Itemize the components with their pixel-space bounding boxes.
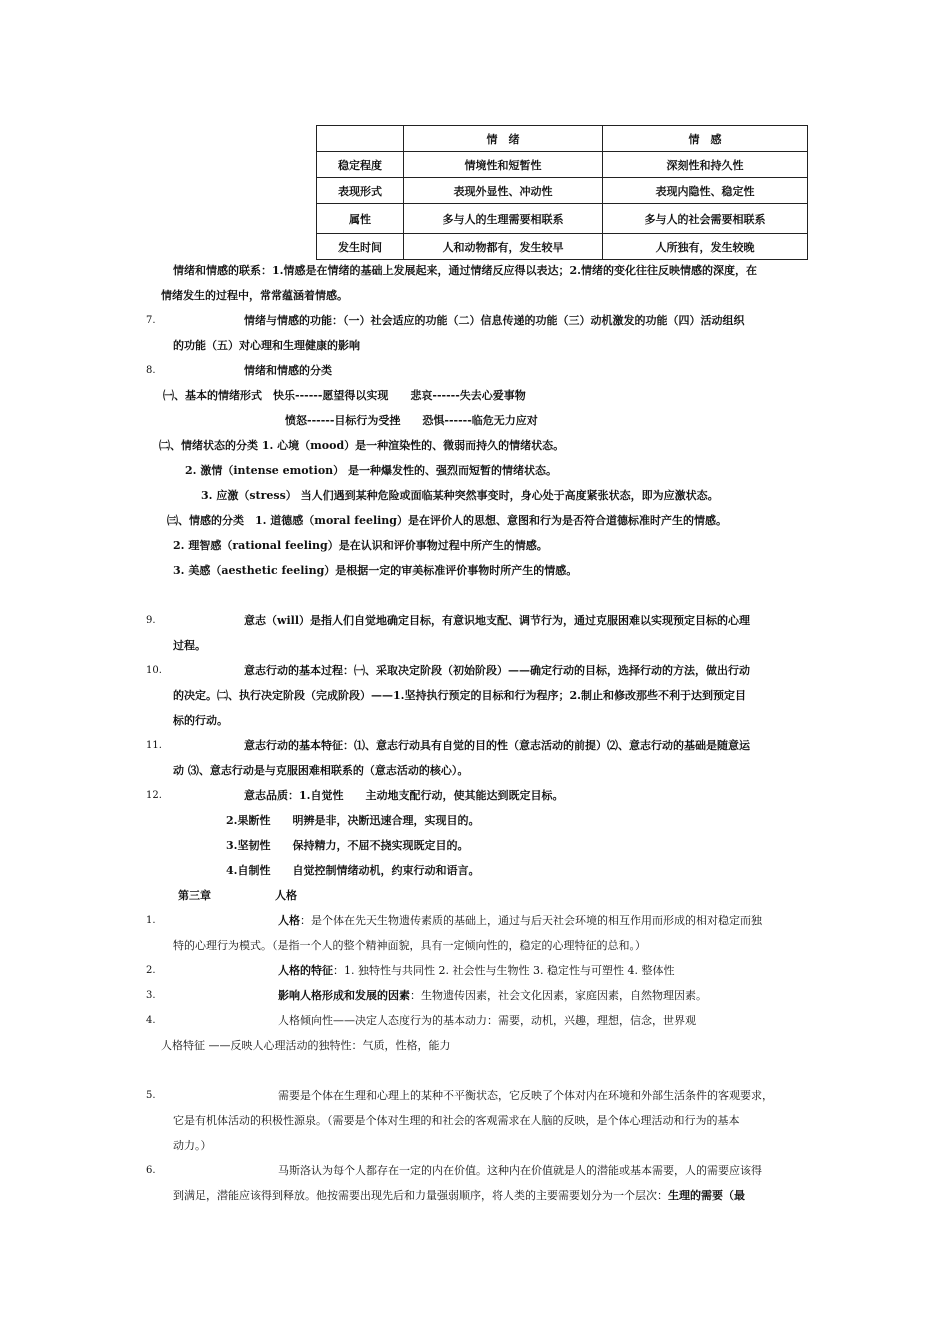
need-def-line-1: 需要是个体在生理和心理上的某种不平衡状态，它反映了个体对内在环境和外部生活条件的客观要求， [278,1089,773,1102]
table-cell: 表现形式 [317,178,404,204]
item-number: 5. [146,1090,156,1101]
item-11-line-2: 动 ⑶、意志行动是与克服困难相联系的（意志活动的核心）。 [173,764,469,777]
personality-factors-line [278,989,707,1003]
item-9-line-2: 过程。 [173,639,206,652]
personality-features-line [278,964,674,978]
maslow-line-2 [173,1189,745,1203]
item-number: 8. [146,365,156,376]
chapter-title: 人格 [275,889,297,902]
item-number: 9. [146,615,156,626]
basic-emotion-line-1: ㈠、基本的情绪形式 快乐------愿望得以实现 悲哀------失去心爱事物 [163,389,526,402]
item-11-line-1: 意志行动的基本特征：⑴、意志行动具有自觉的目的性（意志活动的前提）⑵、意志行动的基础是随意运 [244,739,750,752]
personality-def-line-1 [278,914,762,928]
item-9-line-1: 意志（will）是指人们自觉地确定目标，有意识地支配、调节行为，通过克服困难以实现预定目标的心理 [244,614,751,627]
features-text: ：1. 独特性与共同性 2. 社会性与生物性 3. 稳定性与可塑性 4. 整体性 [333,964,675,977]
chapter-label: 第三章 [178,889,211,902]
item-7-line-2: 的功能（五）对心理和生理健康的影响 [173,339,360,352]
item-number: 10. [146,665,162,676]
table-row [317,204,808,234]
personality-term: 人格 [278,914,300,927]
emotion-state-line-2: 2. 激情（intense emotion） 是一种爆发性的、强烈而短暂的情绪状态。 [185,464,557,477]
item-number: 1. [146,915,156,926]
table-cell: 人和动物都有，发生较早 [404,234,603,260]
table-cell: 情境性和短暂性 [404,152,603,178]
table-cell: 稳定程度 [317,152,404,178]
table-header-row [317,126,808,152]
feeling-class-line-2: 2. 理智感（rational feeling）是在认识和评价事物过程中所产生的情感。 [173,539,548,552]
table-cell: 属性 [317,204,404,234]
table-cell: 表现外显性、冲动性 [404,178,603,204]
emotion-state-line-3: 3. 应激（stress） 当人们遇到某种危险或面临某种突然事变时，身心处于高度紧张状态，即为应激状态。 [201,489,719,502]
maslow-text: 到满足，潜能应该得到释放。他按需要出现先后和力量强弱顺序，将人类的主要需要划分为一个层次： [173,1189,668,1202]
physiological-needs-term: 生理的需要（最 [668,1189,745,1202]
item-10-line-3: 标的行动。 [173,714,228,727]
basic-emotion-line-2: 愤怒------目标行为受挫 恐惧------临危无力应对 [285,414,538,427]
item-number: 12. [146,790,162,801]
factors-text: ：生物遗传因素，社会文化因素，家庭因素，自然物理因素。 [410,989,707,1002]
emotion-relation-line-1: 情绪和情感的联系：1.情感是在情绪的基础上发展起来，通过情绪反应得以表达；2.情绪的变化往往反映情感的深度，在 [173,264,757,277]
item-number: 4. [146,1015,156,1026]
table-cell: 发生时间 [317,234,404,260]
personality-def-text: ：是个体在先天生物遗传素质的基础上，通过与后天社会环境的相互作用而形成的相对稳定而独 [300,914,762,927]
table-cell: 深刻性和持久性 [603,152,808,178]
item-12-line-3: 3.坚韧性 保持精力，不屈不挠实现既定目的。 [226,839,469,852]
item-10-line-1: 意志行动的基本过程：㈠、采取决定阶段（初始阶段）——确定行动的目标，选择行动的方法，做出行动 [244,664,750,677]
table-cell: 多与人的社会需要相联系 [603,204,808,234]
emotion-relation-line-2: 情绪发生的过程中，常常蕴涵着情感。 [161,289,348,302]
features-term: 人格的特征 [278,964,333,977]
item-number: 7. [146,315,156,326]
maslow-line-1: 马斯洛认为每个人都存在一定的内在价值。这种内在价值就是人的潜能或基本需要，人的需要应该得 [278,1164,762,1177]
personality-tendency-line: 人格倾向性——决定人态度行为的基本动力：需要，动机，兴趣，理想，信念，世界观 [278,1014,696,1027]
personality-traits-line: 人格特征 ——反映人心理活动的独特性：气质，性格，能力 [161,1039,451,1052]
item-12-line-1: 意志品质：1.自觉性 主动地支配行动，使其能达到既定目标。 [244,789,564,802]
item-number: 11. [146,740,162,751]
item-number: 3. [146,990,156,1001]
item-10-line-2: 的决定。㈡、执行决定阶段（完成阶段）——1.坚持执行预定的目标和行为程序；2.制止和修改那些不利于达到预定目 [173,689,746,702]
item-7-line-1: 情绪与情感的功能：（一）社会适应的功能（二）信息传递的功能（三）动机激发的功能（四）活动组织 [244,314,745,327]
item-8-heading: 情绪和情感的分类 [244,364,332,377]
table-row [317,234,808,260]
item-number: 2. [146,965,156,976]
item-12-line-2: 2.果断性 明辨是非，决断迅速合理，实现目的。 [226,814,480,827]
emotion-state-line-1: ㈡、情绪状态的分类 1. 心境（mood）是一种渲染性的、微弱而持久的情绪状态。 [159,439,565,452]
table-cell: 表现内隐性、稳定性 [603,178,808,204]
factors-term: 影响人格形成和发展的因素 [278,989,410,1002]
table-cell: 人所独有，发生较晚 [603,234,808,260]
table-header-cell: 情 感 [603,126,808,152]
item-12-line-4: 4.自制性 自觉控制情绪动机，约束行动和语言。 [226,864,480,877]
table-cell: 多与人的生理需要相联系 [404,204,603,234]
table-header-cell: 情 绪 [404,126,603,152]
table-row [317,152,808,178]
need-def-line-2: 它是有机体活动的积极性源泉。（需要是个体对生理的和社会的客观需求在人脑的反映，是个体心理活动和行为的基本 [173,1114,740,1127]
table-header-cell [317,126,404,152]
emotion-feeling-comparison-table [316,125,808,260]
need-def-line-3: 动力。） [173,1139,212,1152]
item-number: 6. [146,1165,156,1176]
feeling-class-line-1: ㈢、情感的分类 1. 道德感（moral feeling）是在评价人的思想、意图和行为是否符合道德标准时产生的情感。 [167,514,727,527]
personality-def-line-2: 特的心理行为模式。（是指一个人的整个精神面貌，具有一定倾向性的，稳定的心理特征的总和。） [173,939,646,952]
feeling-class-line-3: 3. 美感（aesthetic feeling）是根据一定的审美标准评价事物时所产生的情感。 [173,564,578,577]
table-row [317,178,808,204]
